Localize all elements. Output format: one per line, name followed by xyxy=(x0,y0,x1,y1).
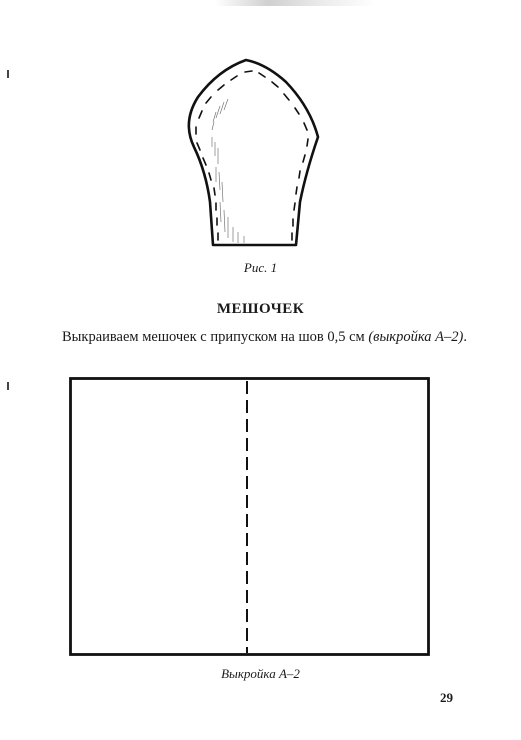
paragraph-text: Выкраиваем мешочек с припуском на шов 0,5 см xyxy=(62,329,369,345)
margin-mark xyxy=(7,382,9,390)
pouch-illustration xyxy=(178,52,328,252)
body-paragraph xyxy=(40,328,470,347)
pattern-outline xyxy=(71,379,429,655)
paragraph-end: . xyxy=(463,329,467,345)
section-heading: МЕШОЧЕК xyxy=(216,301,305,317)
margin-mark xyxy=(7,70,9,78)
pouch-outline xyxy=(189,60,318,245)
page-number: 29 xyxy=(440,690,453,705)
scan-artifact xyxy=(215,0,375,6)
pattern-caption: Выкройка А–2 xyxy=(221,666,300,681)
pattern-reference: (выкройка А–2) xyxy=(368,329,464,345)
figure-caption: Рис. 1 xyxy=(243,260,278,275)
pattern-a2-diagram xyxy=(69,377,430,656)
